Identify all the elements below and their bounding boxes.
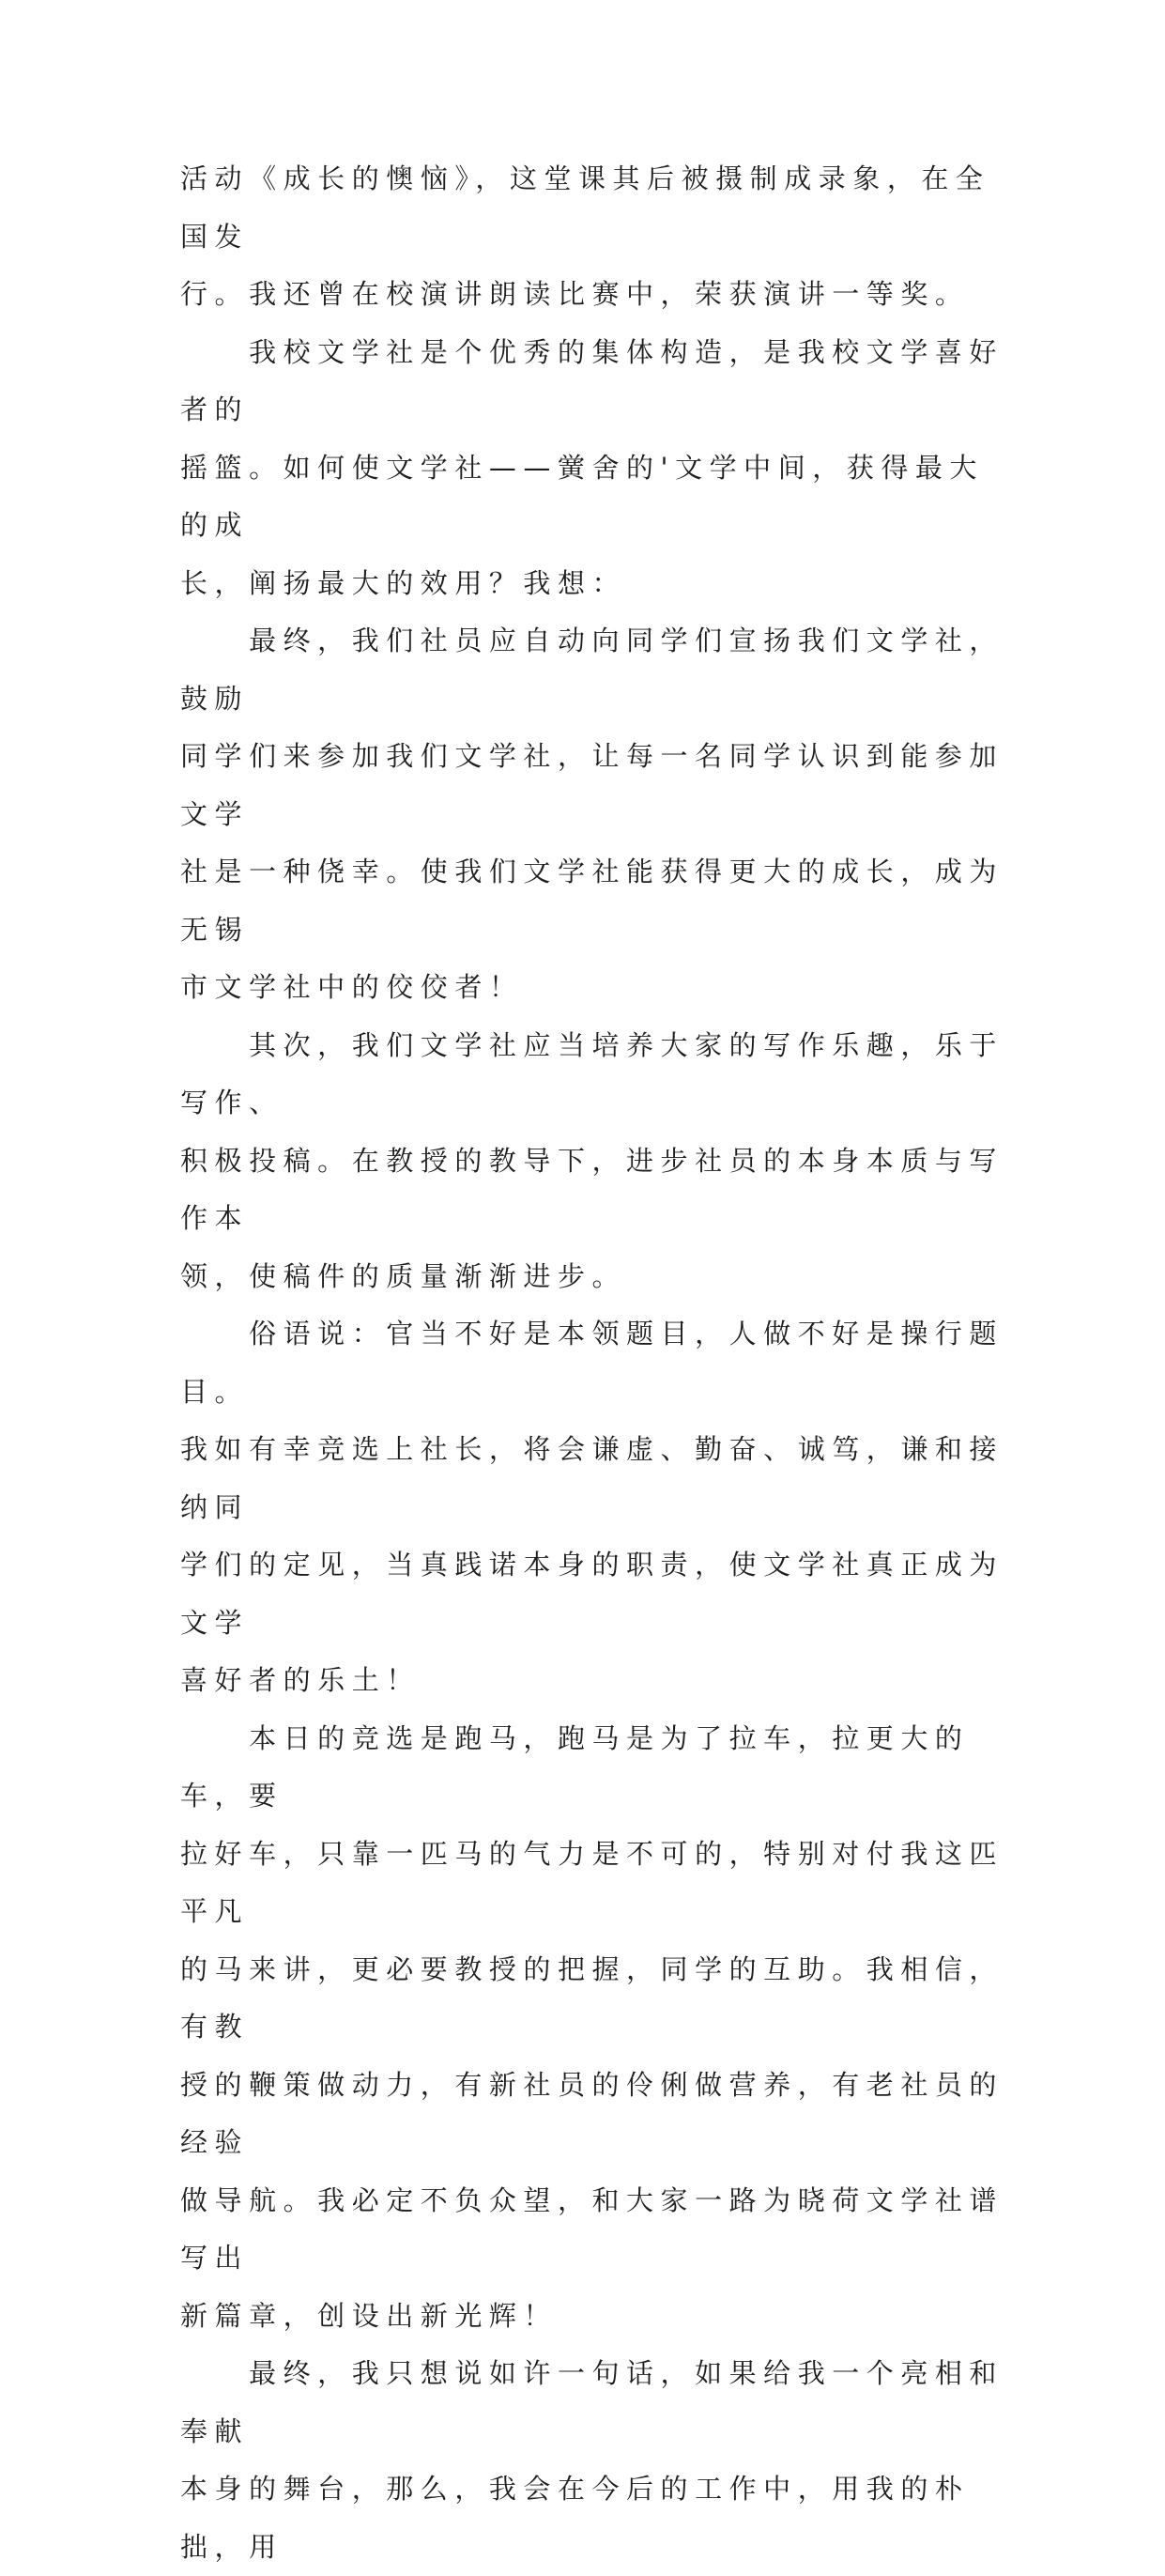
text-line: 行。我还曾在校演讲朗读比赛中，荣获演讲一等奖。 [180, 278, 970, 310]
text-line: 拉好车，只靠一匹马的气力是不可的，特别对付我这匹平凡 [180, 1837, 1004, 1927]
text-line: 社是一种侥幸。使我们文学社能获得更大的成长，成为无锡 [180, 856, 1004, 946]
text-line: 其次，我们文学社应当培养大家的写作乐趣，乐于写作、 [180, 1028, 1004, 1118]
text-line: 我如有幸竞选上社长，将会谦虚、勤奋、诚笃，谦和接纳同 [180, 1433, 1004, 1523]
text-line: 俗语说：官当不好是本领题目，人做不好是操行题目。 [180, 1318, 1004, 1408]
text-line: 本身的舞台，那么，我会在今后的工作中，用我的朴拙，用 [180, 2473, 970, 2563]
text-line: 的马来讲，更必要教授的把握，同学的互助。我相信，有教 [180, 1952, 1004, 2043]
text-line: 做导航。我必定不负众望，和大家一路为晓荷文学社谱写出 [180, 2183, 1004, 2274]
text-line: 摇篮。如何使文学社——黉舍的'文学中间，获得最大的成 [180, 451, 984, 541]
text-line: 长，阐扬最大的效用？我想： [180, 566, 627, 599]
text-line: 最终，我们社员应自动向同学们宣扬我们文学社，鼓励 [180, 625, 1004, 715]
text-line: 市文学社中的佼佼者！ [180, 971, 524, 1003]
text-line: 新篇章，创设出新光辉！ [180, 2299, 558, 2332]
text-line: 领，使稿件的质量渐渐进步。 [180, 1259, 627, 1292]
text-line: 授的鞭策做动力，有新社员的伶俐做营养，有老社员的经验 [180, 2068, 1004, 2158]
text-line: 喜好者的乐土！ [180, 1664, 421, 1696]
text-line: 学们的定见，当真践诺本身的职责，使文学社真正成为文学 [180, 1549, 1004, 1639]
text-line: 积极投稿。在教授的教导下，进步社员的本身本质与写作本 [180, 1144, 1004, 1234]
text-line: 最终，我只想说如许一句话，如果给我一个亮相和奉献 [180, 2357, 1004, 2447]
text-line: 活动《成长的懊恼》，这堂课其后被摄制成录象，在全国发 [180, 162, 990, 253]
text-line: 我校文学社是个优秀的集体构造，是我校文学喜好者的 [180, 335, 1004, 425]
text-line: 本日的竞选是跑马，跑马是为了拉车，拉更大的车，要 [180, 1721, 970, 1812]
text-line: 同学们来参加我们文学社，让每一名同学认识到能参加文学 [180, 740, 1004, 830]
document-body [180, 150, 1006, 2576]
